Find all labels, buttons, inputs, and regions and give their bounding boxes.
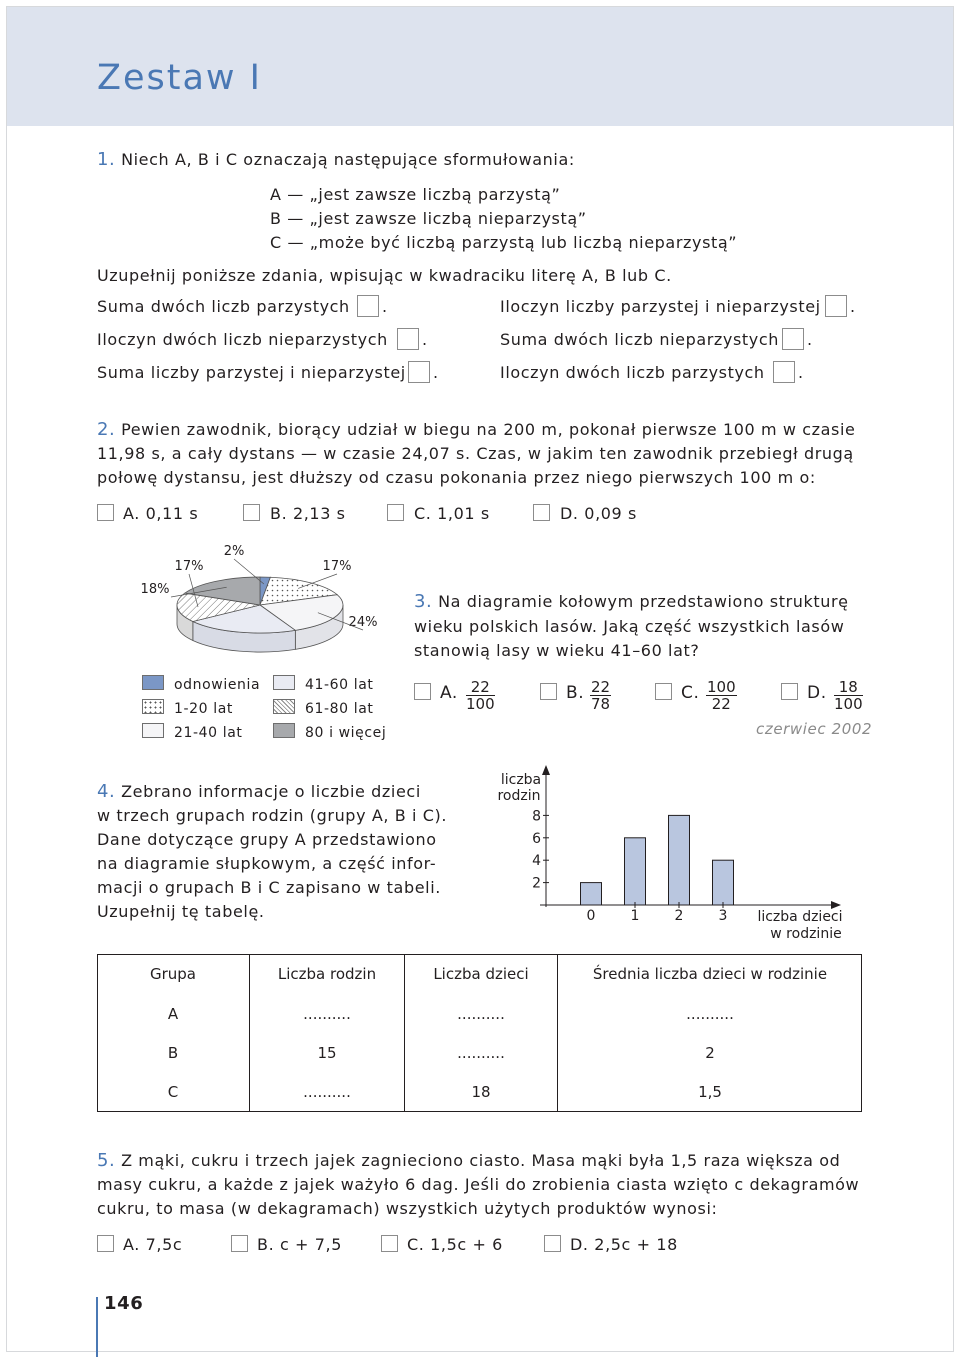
table-cell: 18 xyxy=(405,1072,558,1111)
q2-option-d: D. 0,09 s xyxy=(560,504,637,523)
denominator: 78 xyxy=(591,695,611,713)
option-letter: D. xyxy=(570,1235,589,1254)
legend-label: 1-20 lat xyxy=(174,701,233,717)
option-letter: C. xyxy=(407,1235,425,1254)
page-number: 146 xyxy=(104,1293,144,1314)
denominator: 22 xyxy=(711,695,731,713)
results-table xyxy=(97,954,862,1111)
table-cell-blank[interactable]: .......... xyxy=(250,1072,405,1111)
q3-number: 3. xyxy=(414,591,433,612)
q1-right-sentence-3: Iloczyn dwóch liczb parzystych xyxy=(500,363,765,382)
table-cell: B xyxy=(167,1043,179,1062)
option-checkbox-b[interactable] xyxy=(243,504,260,521)
q5-line-1 xyxy=(97,1151,840,1171)
denominator: 100 xyxy=(466,695,495,713)
q2-number: 2. xyxy=(97,419,116,440)
q1-number: 1. xyxy=(97,149,116,170)
q2-option-c: C. 1,01 s xyxy=(414,504,490,523)
q1-line xyxy=(97,150,575,170)
q5-option-d xyxy=(570,1235,678,1255)
table-cell-blank[interactable]: .......... xyxy=(250,994,405,1033)
table-row xyxy=(97,1072,862,1111)
option-expression: 2,5c + 18 xyxy=(594,1235,678,1254)
q3-option-d-letter: D. xyxy=(807,683,827,703)
pie-label: 24% xyxy=(348,615,378,630)
option-checkbox-c[interactable] xyxy=(381,1235,398,1252)
period: . xyxy=(422,330,428,349)
pie-slices xyxy=(177,577,343,652)
option-checkbox-a[interactable] xyxy=(97,1235,114,1252)
q1-left-sentence-3: Suma liczby parzystej i nieparzystej xyxy=(97,363,406,382)
q1-left-sentence-1: Suma dwóch liczb parzystych xyxy=(97,297,350,316)
q1-right-sentence-2: Suma dwóch liczb nieparzystych xyxy=(500,330,780,349)
q4-line-3: Dane dotyczące grupy A przedstawiono xyxy=(97,830,437,849)
x-axis-label: liczba dzieci xyxy=(757,909,843,925)
legend-label: 80 i więcej xyxy=(305,725,387,741)
option-checkbox-d[interactable] xyxy=(781,683,798,700)
q4-text: Zebrano informacje o liczbie dzieci xyxy=(121,782,421,801)
legend-label: odnowienia xyxy=(174,677,261,693)
option-checkbox-b[interactable] xyxy=(540,683,557,700)
legend-label: 61-80 lat xyxy=(305,701,374,717)
option-expression: 7,5c xyxy=(145,1235,183,1254)
legend-swatch-21-40 xyxy=(142,723,164,738)
table-row xyxy=(97,1033,862,1072)
x-tick-label: 3 xyxy=(718,908,728,924)
q5-line-2: masy cukru, a każde z jajek ważyło 6 dag. Jeśli do zrobienia ciasta wzięto c dekagramów xyxy=(97,1175,860,1194)
q2-line-1 xyxy=(97,420,855,440)
page-title: Zestaw I xyxy=(97,58,262,98)
q2-option-b: B. 2,13 s xyxy=(270,504,346,523)
numerator: 22 xyxy=(591,678,611,696)
x-tick-label: 0 xyxy=(586,908,596,924)
q1-def-a: A — „jest zawsze liczbą parzystą” xyxy=(270,185,561,204)
table-cell: 15 xyxy=(250,1033,405,1072)
table-cell: C xyxy=(167,1082,179,1101)
q3-line-2: wieku polskich lasów. Jaką część wszystkich lasów xyxy=(414,617,845,636)
bars xyxy=(581,815,734,905)
option-expression: 1,5c + 6 xyxy=(430,1235,503,1254)
legend-swatch-odnowienia xyxy=(142,675,164,690)
answer-box[interactable] xyxy=(773,361,795,383)
option-checkbox-c[interactable] xyxy=(655,683,672,700)
y-tick-label: 8 xyxy=(532,808,541,825)
numerator: 18 xyxy=(834,679,863,696)
option-checkbox-a[interactable] xyxy=(97,504,114,521)
option-checkbox-d[interactable] xyxy=(544,1235,561,1252)
answer-box[interactable] xyxy=(782,328,804,350)
q3-option-b-fraction xyxy=(590,679,611,712)
legend-swatch-1-20 xyxy=(142,699,164,714)
q4-number: 4. xyxy=(97,781,116,802)
y-tick-label: 4 xyxy=(532,853,541,870)
q4-line-2: w trzech grupach rodzin (grupy A, B i C). xyxy=(97,806,448,825)
q3-line-3: stanowią lasy w wieku 41–60 lat? xyxy=(414,641,700,660)
answer-box[interactable] xyxy=(397,328,419,350)
table-header-row xyxy=(97,954,862,994)
numerator: 22 xyxy=(466,679,495,696)
y-tick-label: 6 xyxy=(532,830,541,847)
q4-line-5: macji o grupach B i C zapisano w tabeli. xyxy=(97,878,441,897)
page-number-bar xyxy=(96,1297,98,1357)
q4-line-4: na diagramie słupkowym, a część infor- xyxy=(97,854,437,873)
answer-box[interactable] xyxy=(408,361,430,383)
q2-line-2: 11,98 s, a cały dystans — w czasie 24,07 s. Czas, w jakim ten zawodnik przebiegł drugą xyxy=(97,444,854,463)
pie-chart xyxy=(130,538,400,678)
table-cell: 2 xyxy=(558,1033,863,1072)
y-axis-label: liczba xyxy=(500,772,542,788)
q3-text: Na diagramie kołowym przedstawiono strukturę xyxy=(438,592,849,611)
period: . xyxy=(807,330,813,349)
answer-box[interactable] xyxy=(825,295,847,317)
answer-box[interactable] xyxy=(357,295,379,317)
q5-option-a xyxy=(123,1235,182,1255)
y-tick-label: 2 xyxy=(532,875,541,892)
option-letter: A. xyxy=(123,1235,140,1254)
q3-option-b-letter: B. xyxy=(566,683,585,703)
bar xyxy=(713,860,734,905)
q1-intro: Niech A, B i C oznaczają następujące sformułowania: xyxy=(121,150,575,169)
period: . xyxy=(433,363,439,382)
option-checkbox-d[interactable] xyxy=(533,504,550,521)
q1-right-sentence-1: Iloczyn liczby parzystej i nieparzystej xyxy=(500,297,821,316)
q4-line-6: Uzupełnij tę tabelę. xyxy=(97,902,265,921)
legend-label: 41-60 lat xyxy=(305,677,374,693)
legend-swatch-61-80 xyxy=(273,699,295,714)
q5-option-c xyxy=(407,1235,503,1255)
q2-line-3: połowę dystansu, jest dłuższy od czasu pokonania przez niego pierwszych 100 m o: xyxy=(97,468,816,487)
option-checkbox-c[interactable] xyxy=(387,504,404,521)
q3-option-d-fraction xyxy=(834,679,863,712)
option-checkbox-b[interactable] xyxy=(231,1235,248,1252)
q1-left-sentence-2: Iloczyn dwóch liczb nieparzystych xyxy=(97,330,388,349)
x-axis-label: w rodzinie xyxy=(770,926,842,942)
x-tick-label: 2 xyxy=(674,908,684,924)
y-axis-arrow xyxy=(542,765,550,775)
legend-label: 21-40 lat xyxy=(174,725,243,741)
x-axis-arrow xyxy=(831,901,841,909)
pie-label: 18% xyxy=(140,582,170,597)
q2-text: Pewien zawodnik, biorący udział w biegu na 200 m, pokonał pierwsze 100 m w czasie xyxy=(121,420,856,439)
x-tick-label: 1 xyxy=(630,908,640,924)
bar xyxy=(669,815,690,905)
table-cell: 1,5 xyxy=(558,1072,863,1111)
legend-swatch-41-60 xyxy=(273,675,295,690)
option-letter: B. xyxy=(257,1235,275,1254)
q5-line-3: cukru, to masa (w dekagramach) wszystkich użytych produktów wynosi: xyxy=(97,1199,718,1218)
option-checkbox-a[interactable] xyxy=(414,683,431,700)
pie-label: 17% xyxy=(174,559,204,574)
table-cell-blank[interactable]: .......... xyxy=(405,1033,558,1072)
q1-def-c: C — „może być liczbą parzystą lub liczbą nieparzystą” xyxy=(270,233,738,252)
table-header: Liczba rodzin xyxy=(250,954,405,994)
denominator: 100 xyxy=(834,695,863,713)
y-axis-label: rodzin xyxy=(497,788,541,804)
period: . xyxy=(850,297,856,316)
q3-option-a-letter: A. xyxy=(440,683,458,703)
numerator: 100 xyxy=(707,678,736,696)
q3-option-c-fraction xyxy=(706,679,737,712)
source-note: czerwiec 2002 xyxy=(756,720,873,738)
table-header: Grupa xyxy=(149,965,196,983)
table-cell-blank[interactable]: .......... xyxy=(405,994,558,1033)
table-cell-blank[interactable]: .......... xyxy=(558,994,863,1033)
pie-label: 2% xyxy=(223,544,245,559)
table-row xyxy=(97,994,862,1033)
q1-instruction: Uzupełnij poniższe zdania, wpisując w kwadraciku literę A, B lub C. xyxy=(97,266,672,285)
q5-option-b xyxy=(257,1235,342,1255)
q5-text: Z mąki, cukru i trzech jajek zagnieciono ciasto. Masa mąki była 1,5 raza większa od xyxy=(121,1151,841,1170)
bar xyxy=(625,838,646,905)
option-expression: c + 7,5 xyxy=(279,1235,342,1254)
q4-line-1 xyxy=(97,782,421,802)
q5-number: 5. xyxy=(97,1150,116,1171)
q2-option-a: A. 0,11 s xyxy=(123,504,199,523)
period: . xyxy=(382,297,388,316)
pie-label: 17% xyxy=(322,559,352,574)
table-header: Liczba dzieci xyxy=(405,954,558,994)
q3-option-c-letter: C. xyxy=(681,683,700,703)
q1-def-b: B — „jest zawsze liczbą nieparzystą” xyxy=(270,209,587,228)
period: . xyxy=(798,363,804,382)
table-header: Średnia liczba dzieci w rodzinie xyxy=(558,954,863,994)
table-cell: A xyxy=(167,1004,179,1023)
bar-chart xyxy=(490,765,860,945)
q3-line-1 xyxy=(414,592,849,612)
legend-swatch-80plus xyxy=(273,723,295,738)
bar xyxy=(581,883,602,905)
q3-option-a-fraction xyxy=(466,679,495,712)
